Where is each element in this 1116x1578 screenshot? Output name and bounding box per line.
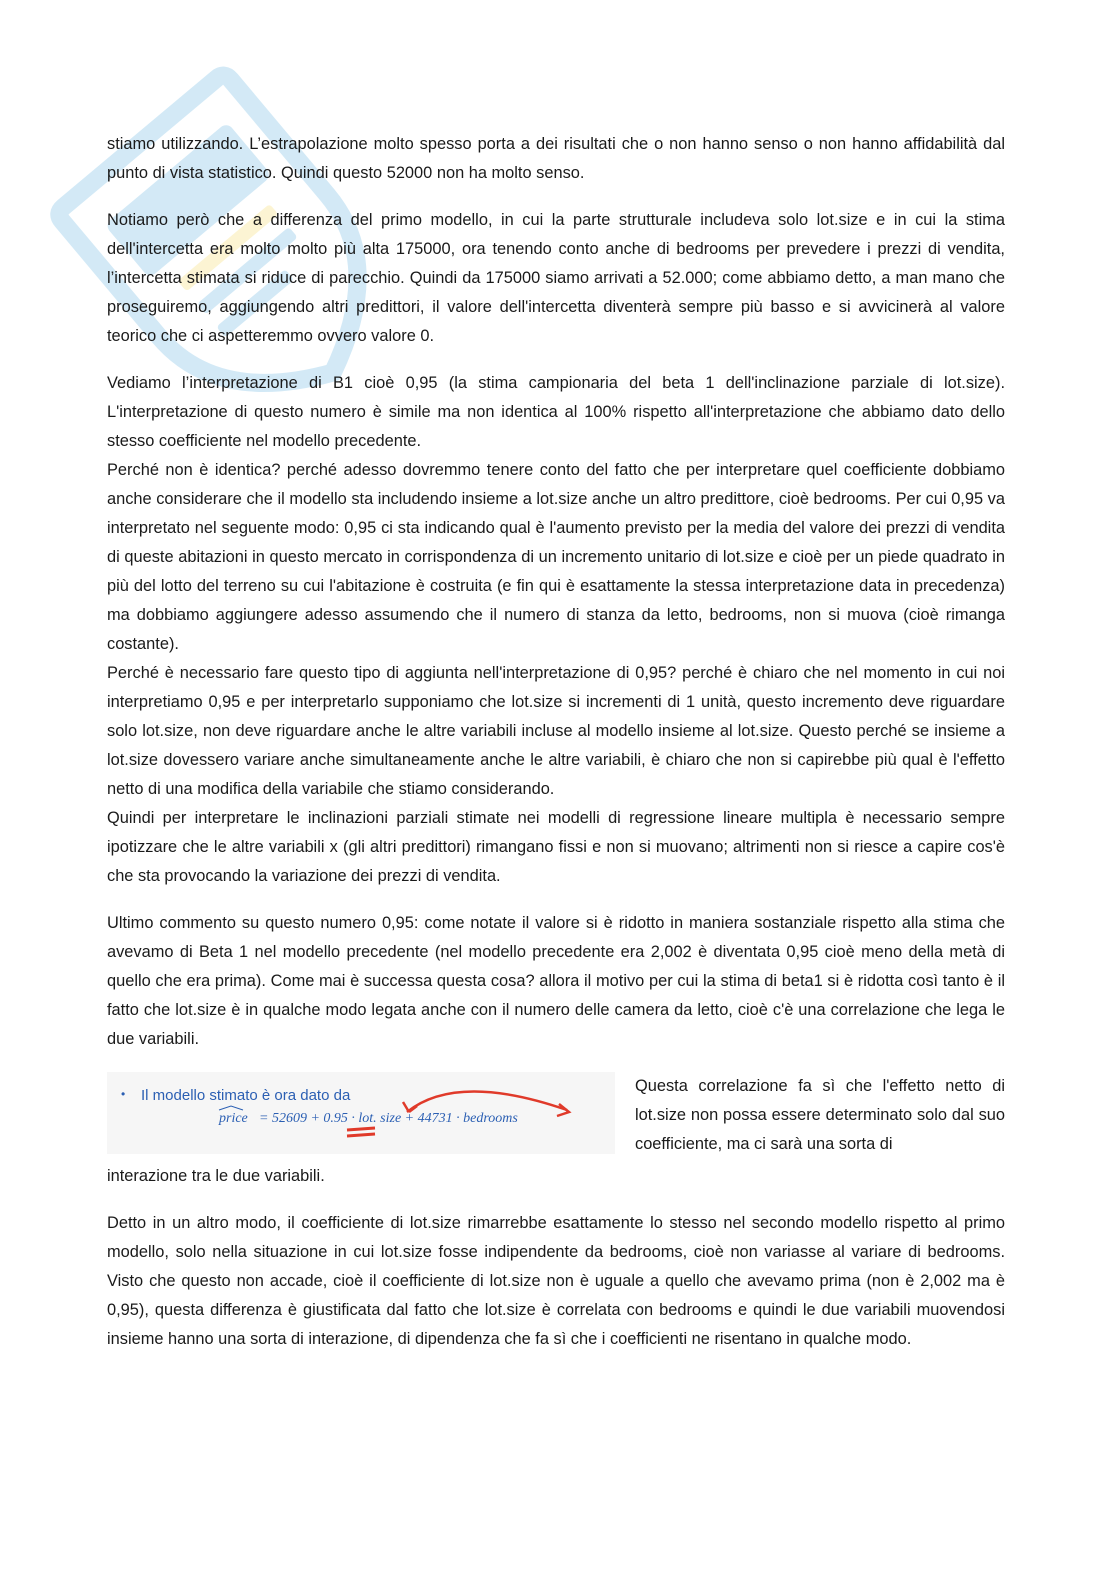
equation-lhs: price [219, 1111, 248, 1126]
paragraph-4: Perché non è identica? perché adesso dovremmo tenere conto del fatto che per interpretare quel coefficiente dobbiamo anche considerare che il modello sta includendo insieme a lot.size anche un altro predittore, cioè bedrooms. Per cui 0,95 va interpretato nel seguente modo: 0,95 ci sta indicando qual è l'aumento previsto per la media del valore dei prezzi di vendita di queste abitazioni in questo mercato in corrispondenza di un incremento unitario di lot.size e cioè per un piede quadrato in più del lotto del terreno su cui l'abitazione è costruita (e fin qui è esattamente la stessa interpretazione data in precedenza) ma dobbiamo aggiungere adesso assumendo che il numero di stanza da letto, bedrooms, non si muova (cioè rimanga costante). [107, 461, 1005, 653]
paragraph-2: Notiamo però che a differenza del primo modello, in cui la parte strutturale includeva solo lot.size e in cui la stima dell'intercetta era molto molto più alta 175000, ora tenendo conto anche di bedrooms per prevedere i prezzi di vendita, l’intercetta stimata si riduce di parecchio. Quindi da 175000 siamo arrivati a 52.000; come abbiamo detto, a man mano che proseguiremo, aggiungendo altri predittori, il valore dell'intercetta diventerà sempre più basso e si avvicinerà al valore teorico che ci aspetteremmo ovvero valore 0. [107, 211, 1005, 345]
figure-continuation: interazione tra le due variabili. [107, 1167, 325, 1185]
paragraph-1: stiamo utilizzando. L’estrapolazione molto spesso porta a dei risultati che o non hanno senso o non hanno affidabilità dal punto di vista statistico. Quindi questo 52000 non ha molto senso. [107, 135, 1005, 182]
figure-row [107, 1072, 1005, 1162]
paragraph-7: Ultimo commento su questo numero 0,95: come notate il valore si è ridotto in maniera sostanziale rispetto alla stima che avevamo di Beta 1 nel modello precedente (nel modello precedente era 2,002 è diventata 0,95 cioè meno della metà di quello che era prima). Come mai è successa questa cosa? allora il motivo per cui la stima di beta1 si è ridotta così tanto è il fatto che lot.size è in qualche modo legata anche con il numero delle camera da letto, cioè c'è una correlazione che lega le due variabili. [107, 914, 1005, 1048]
paragraph-5: Perché è necessario fare questo tipo di aggiunta nell'interpretazione di 0,95? perché è chiaro che nel momento in cui noi interpretiamo 0,95 e per interpretarlo supponiamo che lot.size si incrementi di 1 unità, questo incremento deve riguardare solo lot.size, non deve riguardare anche le altre variabili incluse al modello insieme al lot.size. Questo perché se insieme a lot.size dovessero variare anche simultaneamente anche le altre variabili, è chiaro che non si capirebbe più qual è l'effetto netto di una modifica della variabile che stiamo considerando. [107, 664, 1005, 798]
document-body [107, 130, 1005, 1372]
equation-text: = 52609 + 0.95 · lot. size + 44731 · bedrooms [259, 1111, 518, 1126]
figure-caption: Il modello stimato è ora dato da [141, 1087, 351, 1104]
underline-mark [347, 1128, 375, 1130]
model-equation-figure [107, 1072, 615, 1154]
paragraph-3: Vediamo l’interpretazione di B1 cioè 0,95 (la stima campionaria del beta 1 dell'inclinazione parziale di lot.size). L'interpretazione di questo numero è simile ma non identica al 100% rispetto all'interpretazione che abbiamo dato dello stesso coefficiente nel modello precedente. [107, 374, 1005, 450]
paragraph-6: Quindi per interpretare le inclinazioni parziali stimate nei modelli di regressione lineare multipla è necessario sempre ipotizzare che le altre variabili x (gli altri predittori) rimangano fissi e non si muovano; altrimenti non si riesce a capire cos'è che sta provocando la variazione dei prezzi di vendita. [107, 809, 1005, 885]
figure-side-text: Questa correlazione fa sì che l'effetto netto di lot.size non possa essere determinato solo dal suo coefficiente, ma ci sarà una sorta di [635, 1077, 1005, 1153]
figure-bullet: • [121, 1087, 126, 1101]
closing-paragraph: Detto in un altro modo, il coefficiente di lot.size rimarrebbe esattamente lo stesso nel secondo modello rispetto al primo modello, solo nella situazione in cui lot.size fosse indipendente da bedrooms, cioè non variasse al variare di bedrooms. Visto che questo non accade, cioè il coefficiente di lot.size non è uguale a quello che avevamo prima (non è 2,002 ma è 0,95), questa differenza è giustificata dal fatto che lot.size è correlata con bedrooms e quindi le due variabili muovendosi insieme hanno una sorta di interazione, di dipendenza che fa sì che i coefficienti ne risentano in qualche modo. [107, 1214, 1005, 1348]
